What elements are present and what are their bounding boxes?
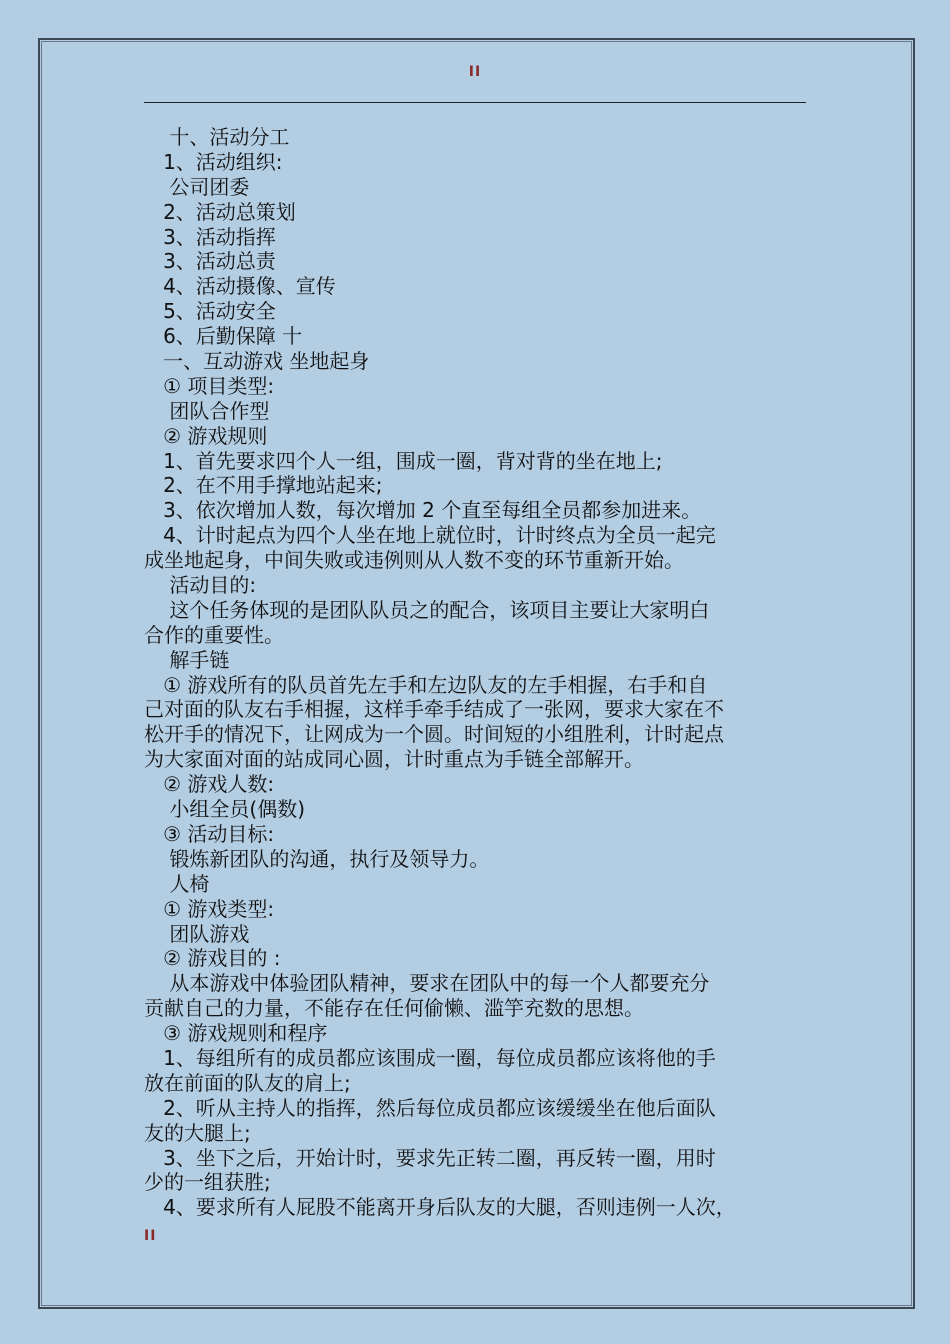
text-line: 放在前面的队友的肩上; — [144, 1070, 351, 1095]
text-line: 5、活动安全 — [144, 299, 276, 324]
text-line: ② 游戏人数: — [144, 772, 275, 797]
text-line: 1、活动组织: — [144, 149, 283, 174]
text-line: 锻炼新团队的沟通，执行及领导力。 — [144, 846, 490, 871]
text-line: ② 游戏目的 : — [144, 946, 281, 971]
text-line: 1、首先要求四个人一组，围成一圈，背对背的坐在地上; — [144, 448, 663, 473]
text-line: 6、后勤保障 十 — [144, 324, 303, 349]
text-line: 从本游戏中体验团队精神，要求在团队中的每一个人都要充分 — [144, 971, 710, 996]
text-line: 人椅 — [144, 871, 210, 896]
text-line: 活动目的: — [144, 573, 257, 598]
text-line: 合作的重要性。 — [144, 622, 284, 647]
text-line: 2、活动总策划 — [144, 199, 296, 224]
text-line: 3、活动总责 — [144, 249, 276, 274]
text-line: ② 游戏规则 — [144, 423, 268, 448]
text-line: ③ 游戏规则和程序 — [144, 1021, 328, 1046]
text-line: 贡献自己的力量，不能存在任何偷懒、滥竽充数的思想。 — [144, 996, 644, 1021]
text-line: 1、每组所有的成员都应该围成一圈，每位成员都应该将他的手 — [144, 1045, 716, 1070]
text-line: 友的大腿上; — [144, 1120, 251, 1145]
header-divider — [144, 102, 806, 103]
text-line: 松开手的情况下，让网成为一个圆。时间短的小组胜利，计时起点 — [144, 722, 724, 747]
text-line: 2、在不用手撑地站起来; — [144, 473, 383, 498]
footer-mark: II — [144, 1228, 157, 1244]
text-line: 解手链 — [144, 647, 230, 672]
text-line: 4、活动摄像、宣传 — [144, 274, 336, 299]
text-line: 团队游戏 — [144, 921, 250, 946]
text-line: 十、活动分工 — [144, 125, 290, 149]
text-line: 小组全员(偶数) — [144, 797, 306, 822]
text-line: 公司团委 — [144, 174, 250, 199]
text-line: ③ 活动目标: — [144, 821, 275, 846]
text-line: 4、计时起点为四个人坐在地上就位时，计时终点为全员一起完 — [144, 523, 716, 548]
text-line: 2、听从主持人的指挥，然后每位成员都应该缓缓坐在他后面队 — [144, 1095, 716, 1120]
text-line: 3、依次增加人数，每次增加 2 个直至每组全员都参加进来。 — [144, 498, 702, 523]
text-line: 这个任务体现的是团队队员之的配合，该项目主要让大家明白 — [144, 597, 710, 622]
text-line: 团队合作型 — [144, 398, 270, 423]
header-mark: II — [468, 64, 482, 80]
text-line: 成坐地起身，中间失败或违例则从人数不变的环节重新开始。 — [144, 548, 684, 573]
text-line: ① 游戏所有的队员首先左手和左边队友的左手相握，右手和自 — [144, 672, 708, 697]
document-body — [144, 125, 806, 1220]
text-line: ① 项目类型: — [144, 373, 275, 398]
text-line: 4、要求所有人屁股不能离开身后队友的大腿，否则违例一人次， — [144, 1195, 736, 1220]
text-line: 3、坐下之后，开始计时，要求先正转二圈，再反转一圈，用时 — [144, 1145, 716, 1170]
text-line: 一、互动游戏 坐地起身 — [144, 349, 370, 374]
text-line: 己对面的队友右手相握，这样手牵手结成了一张网，要求大家在不 — [144, 697, 724, 722]
text-line: 为大家面对面的站成同心圆，计时重点为手链全部解开。 — [144, 747, 644, 772]
text-line: 少的一组获胜; — [144, 1170, 271, 1195]
text-line: 3、活动指挥 — [144, 224, 276, 249]
text-line: ① 游戏类型: — [144, 896, 275, 921]
